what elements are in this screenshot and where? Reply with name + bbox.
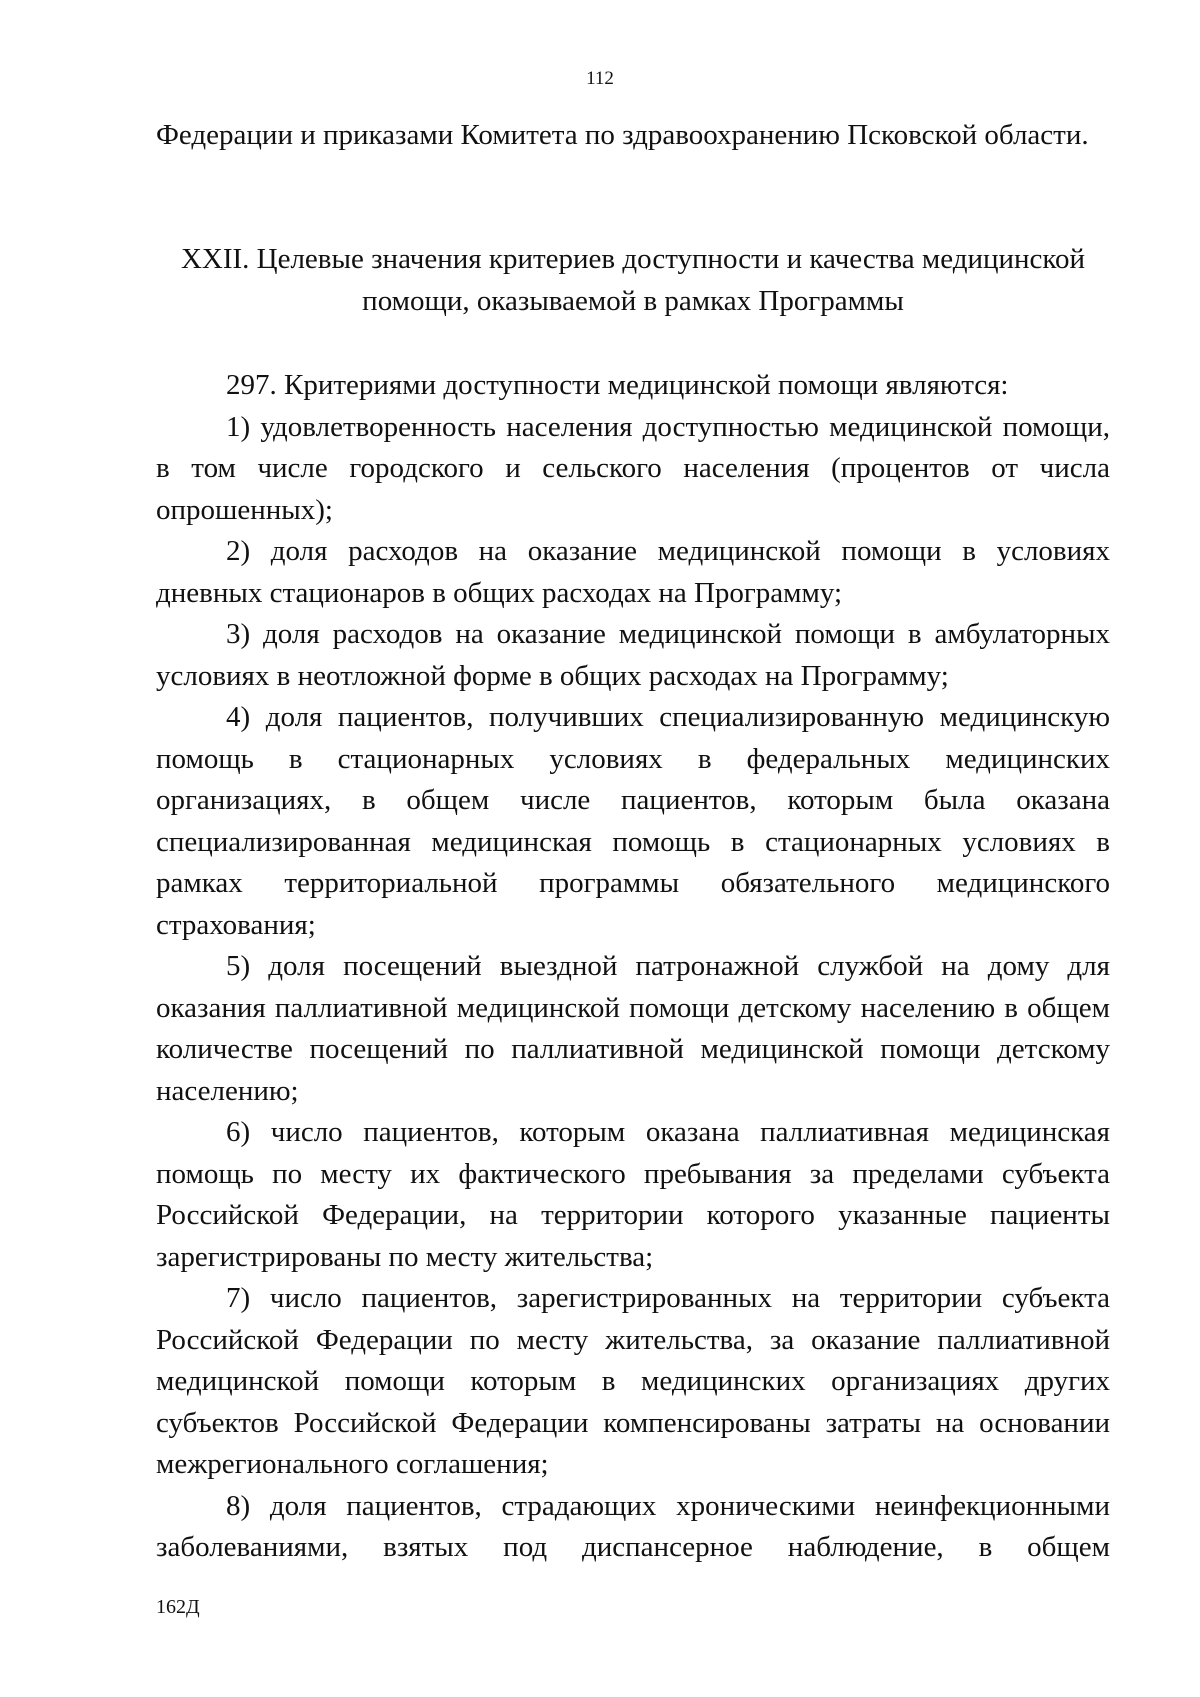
continuation-paragraph: Федерации и приказами Комитета по здравоохранению Псковской области. bbox=[156, 119, 1089, 151]
list-item-8: 8) доля пациентов, страдающих хроническими неинфекционными заболеваниями, взятых под диспансерное наблюдение, в общем bbox=[156, 1489, 1110, 1563]
section-heading-line-2: помощи, оказываемой в рамках Программы bbox=[362, 285, 904, 317]
list-item-6: 6) число пациентов, которым оказана паллиативная медицинская помощь по месту их фактического пребывания за пределами субъекта Российской Федерации, на территории которого указанные пациенты зарегистрированы по месту жительства; bbox=[156, 1116, 1110, 1273]
body-text bbox=[156, 365, 1110, 1569]
section-heading bbox=[156, 238, 1110, 322]
list-item-2: 2) доля расходов на оказание медицинской помощи в условиях дневных стационаров в общих расходах на Программу; bbox=[156, 535, 1110, 609]
document-code: 162Д bbox=[156, 1596, 200, 1618]
list-item-5: 5) доля посещений выездной патронажной службой на дому для оказания паллиативной медицинской помощи детскому населению в общем количестве посещений по паллиативной медицинской помощи детскому населению; bbox=[156, 950, 1110, 1107]
paragraph-297: 297. Критериями доступности медицинской помощи являются: bbox=[226, 369, 1009, 401]
list-item-4: 4) доля пациентов, получивших специализированную медицинскую помощь в стационарных условиях в федеральных медицинских организациях, в общем числе пациентов, которым была оказана специализированная медицинская помощь в стационарных условиях в рамках территориальной программы обязательного медицинского страхования; bbox=[156, 701, 1110, 941]
continuation-block bbox=[156, 115, 1110, 157]
page-number: 112 bbox=[586, 68, 614, 89]
list-item-1: 1) удовлетворенность населения доступностью медицинской помощи, в том числе городского и сельского населения (процентов от числа опрошенных); bbox=[156, 410, 1110, 526]
section-heading-line-1: XXII. Целевые значения критериев доступности и качества медицинской bbox=[180, 243, 1086, 275]
list-item-3: 3) доля расходов на оказание медицинской помощи в амбулаторных условиях в неотложной форме в общих расходах на Программу; bbox=[156, 618, 1110, 692]
list-item-7: 7) число пациентов, зарегистрированных на территории субъекта Российской Федерации по месту жительства, за оказание паллиативной медицинской помощи которым в медицинских организациях других субъектов Российской Федерации компенсированы затраты на основании межрегионального соглашения; bbox=[156, 1282, 1110, 1480]
